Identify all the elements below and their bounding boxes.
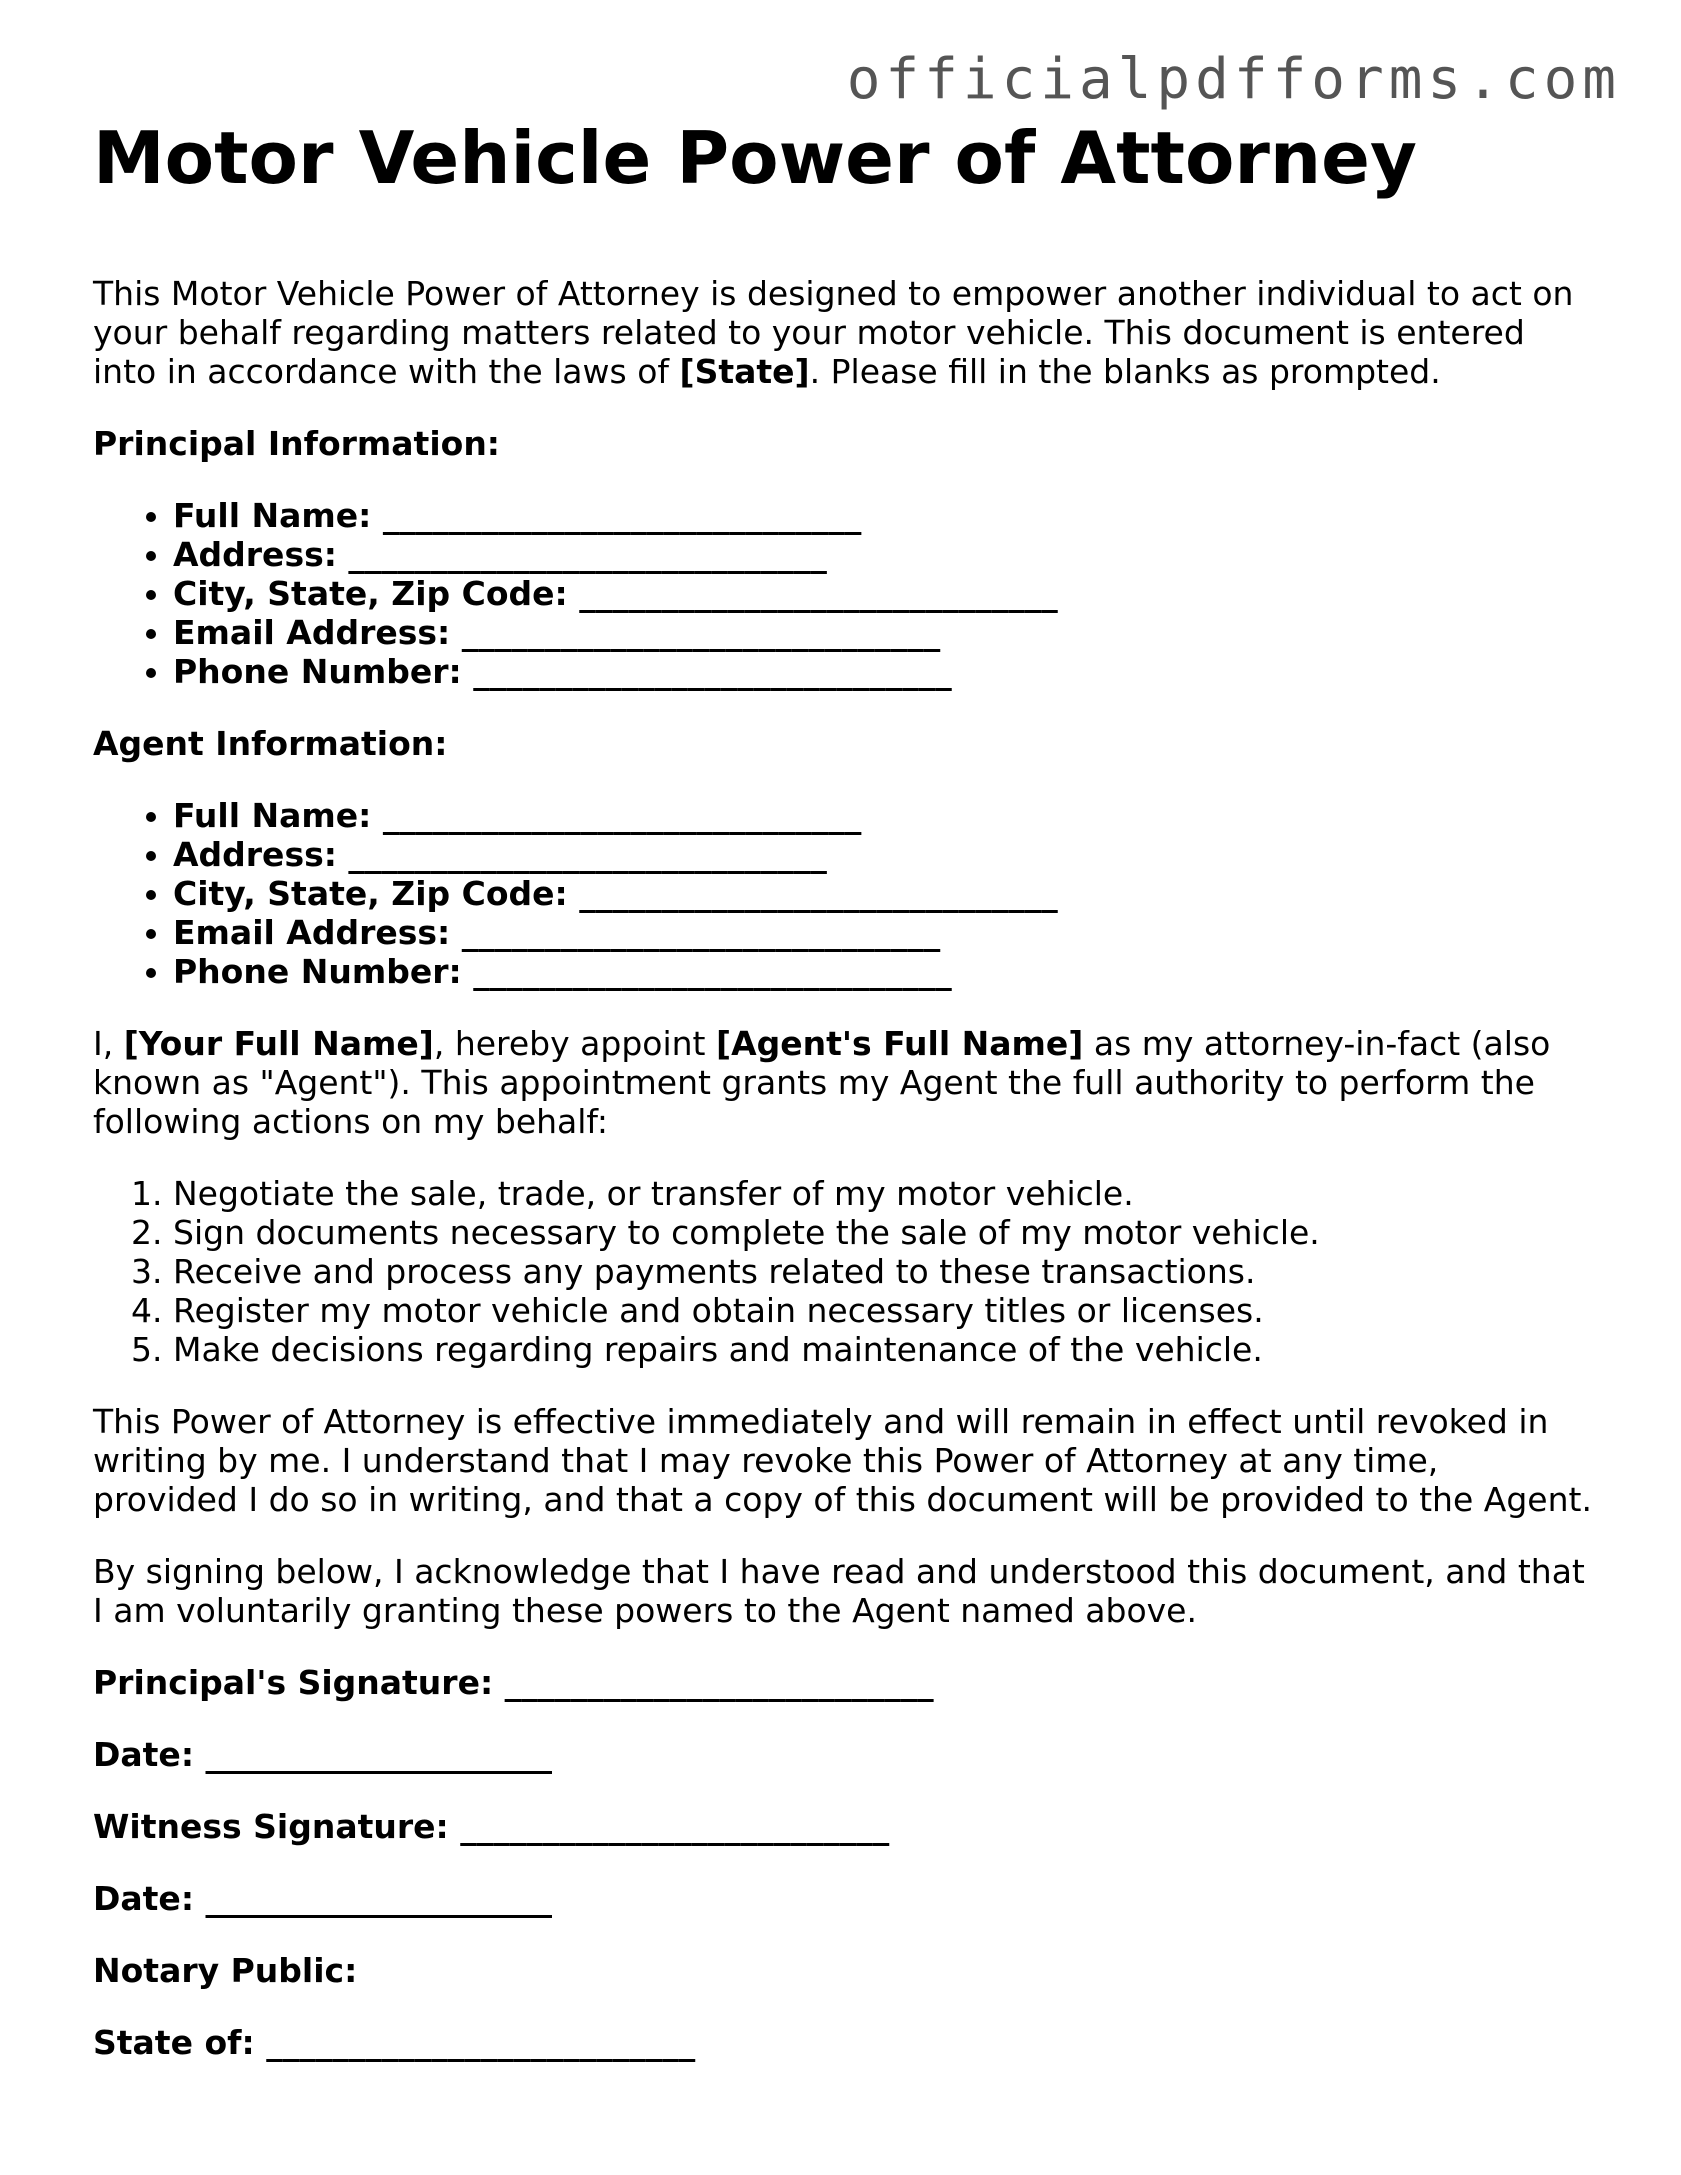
agent-fields-list — [93, 796, 1593, 991]
agent-phone-field[interactable]: • Phone Number: _____________________________ — [173, 952, 1593, 991]
blank-line: __________________________ — [504, 1663, 934, 1702]
document-page — [93, 116, 1593, 2062]
blank-line: _____________________________ — [461, 613, 941, 652]
principal-signature-field[interactable]: Principal's Signature: __________________________ — [93, 1663, 934, 1702]
actions-list — [93, 1174, 1593, 1369]
agent-email-field[interactable]: • Email Address: _____________________________ — [173, 913, 1593, 952]
agent-name-placeholder: [Agent's Full Name] — [715, 1024, 1084, 1063]
action-item: 1. Negotiate the sale, trade, or transfer of my motor vehicle. — [173, 1174, 1593, 1213]
blank-line: _____________________________ — [473, 652, 952, 691]
blank-line: _____________________________ — [461, 913, 941, 952]
principal-heading: Principal Information: — [93, 424, 501, 463]
principal-email-field[interactable]: • Email Address: _____________________________ — [173, 613, 1593, 652]
state-placeholder: [State] — [679, 352, 810, 391]
blank-line: _____________________________ — [348, 535, 827, 574]
page-title: Motor Vehicle Power of Attorney — [93, 116, 1417, 200]
principal-phone-field[interactable]: • Phone Number: _____________________________ — [173, 652, 1593, 691]
blank-line: _____________________ — [205, 1879, 553, 1918]
principal-fields-list — [93, 496, 1593, 691]
agent-full-name-field[interactable]: • Full Name: _____________________________ — [173, 796, 1593, 835]
watermark-text: officialpdfforms.com — [846, 47, 1621, 112]
agent-city-state-zip-field[interactable]: • City, State, Zip Code: _____________________________ — [173, 874, 1593, 913]
principal-date-field[interactable]: Date: _____________________ — [93, 1735, 553, 1774]
blank-line: _____________________ — [205, 1735, 553, 1774]
state-of-field[interactable]: State of: __________________________ — [93, 2023, 696, 2062]
blank-line: _____________________________ — [382, 796, 862, 835]
action-item: 3. Receive and process any payments related to these transactions. — [173, 1252, 1593, 1291]
appointment-paragraph: I, [Your Full Name], hereby appoint [Agent's Full Name] as my attorney-in-fact (also known as "Agent"). This appointment grants my Agent the full authority to perform the following actions on my behalf: — [93, 1024, 1551, 1141]
action-item: 4. Register my motor vehicle and obtain necessary titles or licenses. — [173, 1291, 1593, 1330]
notary-heading: Notary Public: — [93, 1951, 358, 1990]
action-item: 2. Sign documents necessary to complete the sale of my motor vehicle. — [173, 1213, 1593, 1252]
blank-line: _____________________________ — [579, 574, 1058, 613]
blank-line: _____________________________ — [382, 496, 862, 535]
intro-paragraph: This Motor Vehicle Power of Attorney is designed to empower another individual to act on your behalf regarding matters related to your motor vehicle. This document is entered into in accordance with the laws of [State]. Please fill in the blanks as prompted. — [93, 274, 1574, 391]
principal-full-name-field[interactable]: • Full Name: _____________________________ — [173, 496, 1593, 535]
witness-date-field[interactable]: Date: _____________________ — [93, 1879, 553, 1918]
agent-address-field[interactable]: • Address: _____________________________ — [173, 835, 1593, 874]
principal-city-state-zip-field[interactable]: • City, State, Zip Code: _____________________________ — [173, 574, 1593, 613]
blank-line: __________________________ — [460, 1807, 890, 1846]
action-item: 5. Make decisions regarding repairs and maintenance of the vehicle. — [173, 1330, 1593, 1369]
blank-line: _____________________________ — [579, 874, 1058, 913]
effective-paragraph: This Power of Attorney is effective immediately and will remain in effect until revoked in writing by me. I understand that I may revoke this Power of Attorney at any time, provided I do so in writing, and that a copy of this document will be provided to the Agent. — [93, 1402, 1592, 1519]
blank-line: __________________________ — [266, 2023, 696, 2062]
agent-heading: Agent Information: — [93, 724, 448, 763]
witness-signature-field[interactable]: Witness Signature: __________________________ — [93, 1807, 890, 1846]
your-name-placeholder: [Your Full Name] — [123, 1024, 434, 1063]
blank-line: _____________________________ — [348, 835, 827, 874]
blank-line: _____________________________ — [473, 952, 952, 991]
acknowledge-paragraph: By signing below, I acknowledge that I have read and understood this document, and that I am voluntarily granting these powers to the Agent named above. — [93, 1552, 1585, 1630]
principal-address-field[interactable]: • Address: _____________________________ — [173, 535, 1593, 574]
